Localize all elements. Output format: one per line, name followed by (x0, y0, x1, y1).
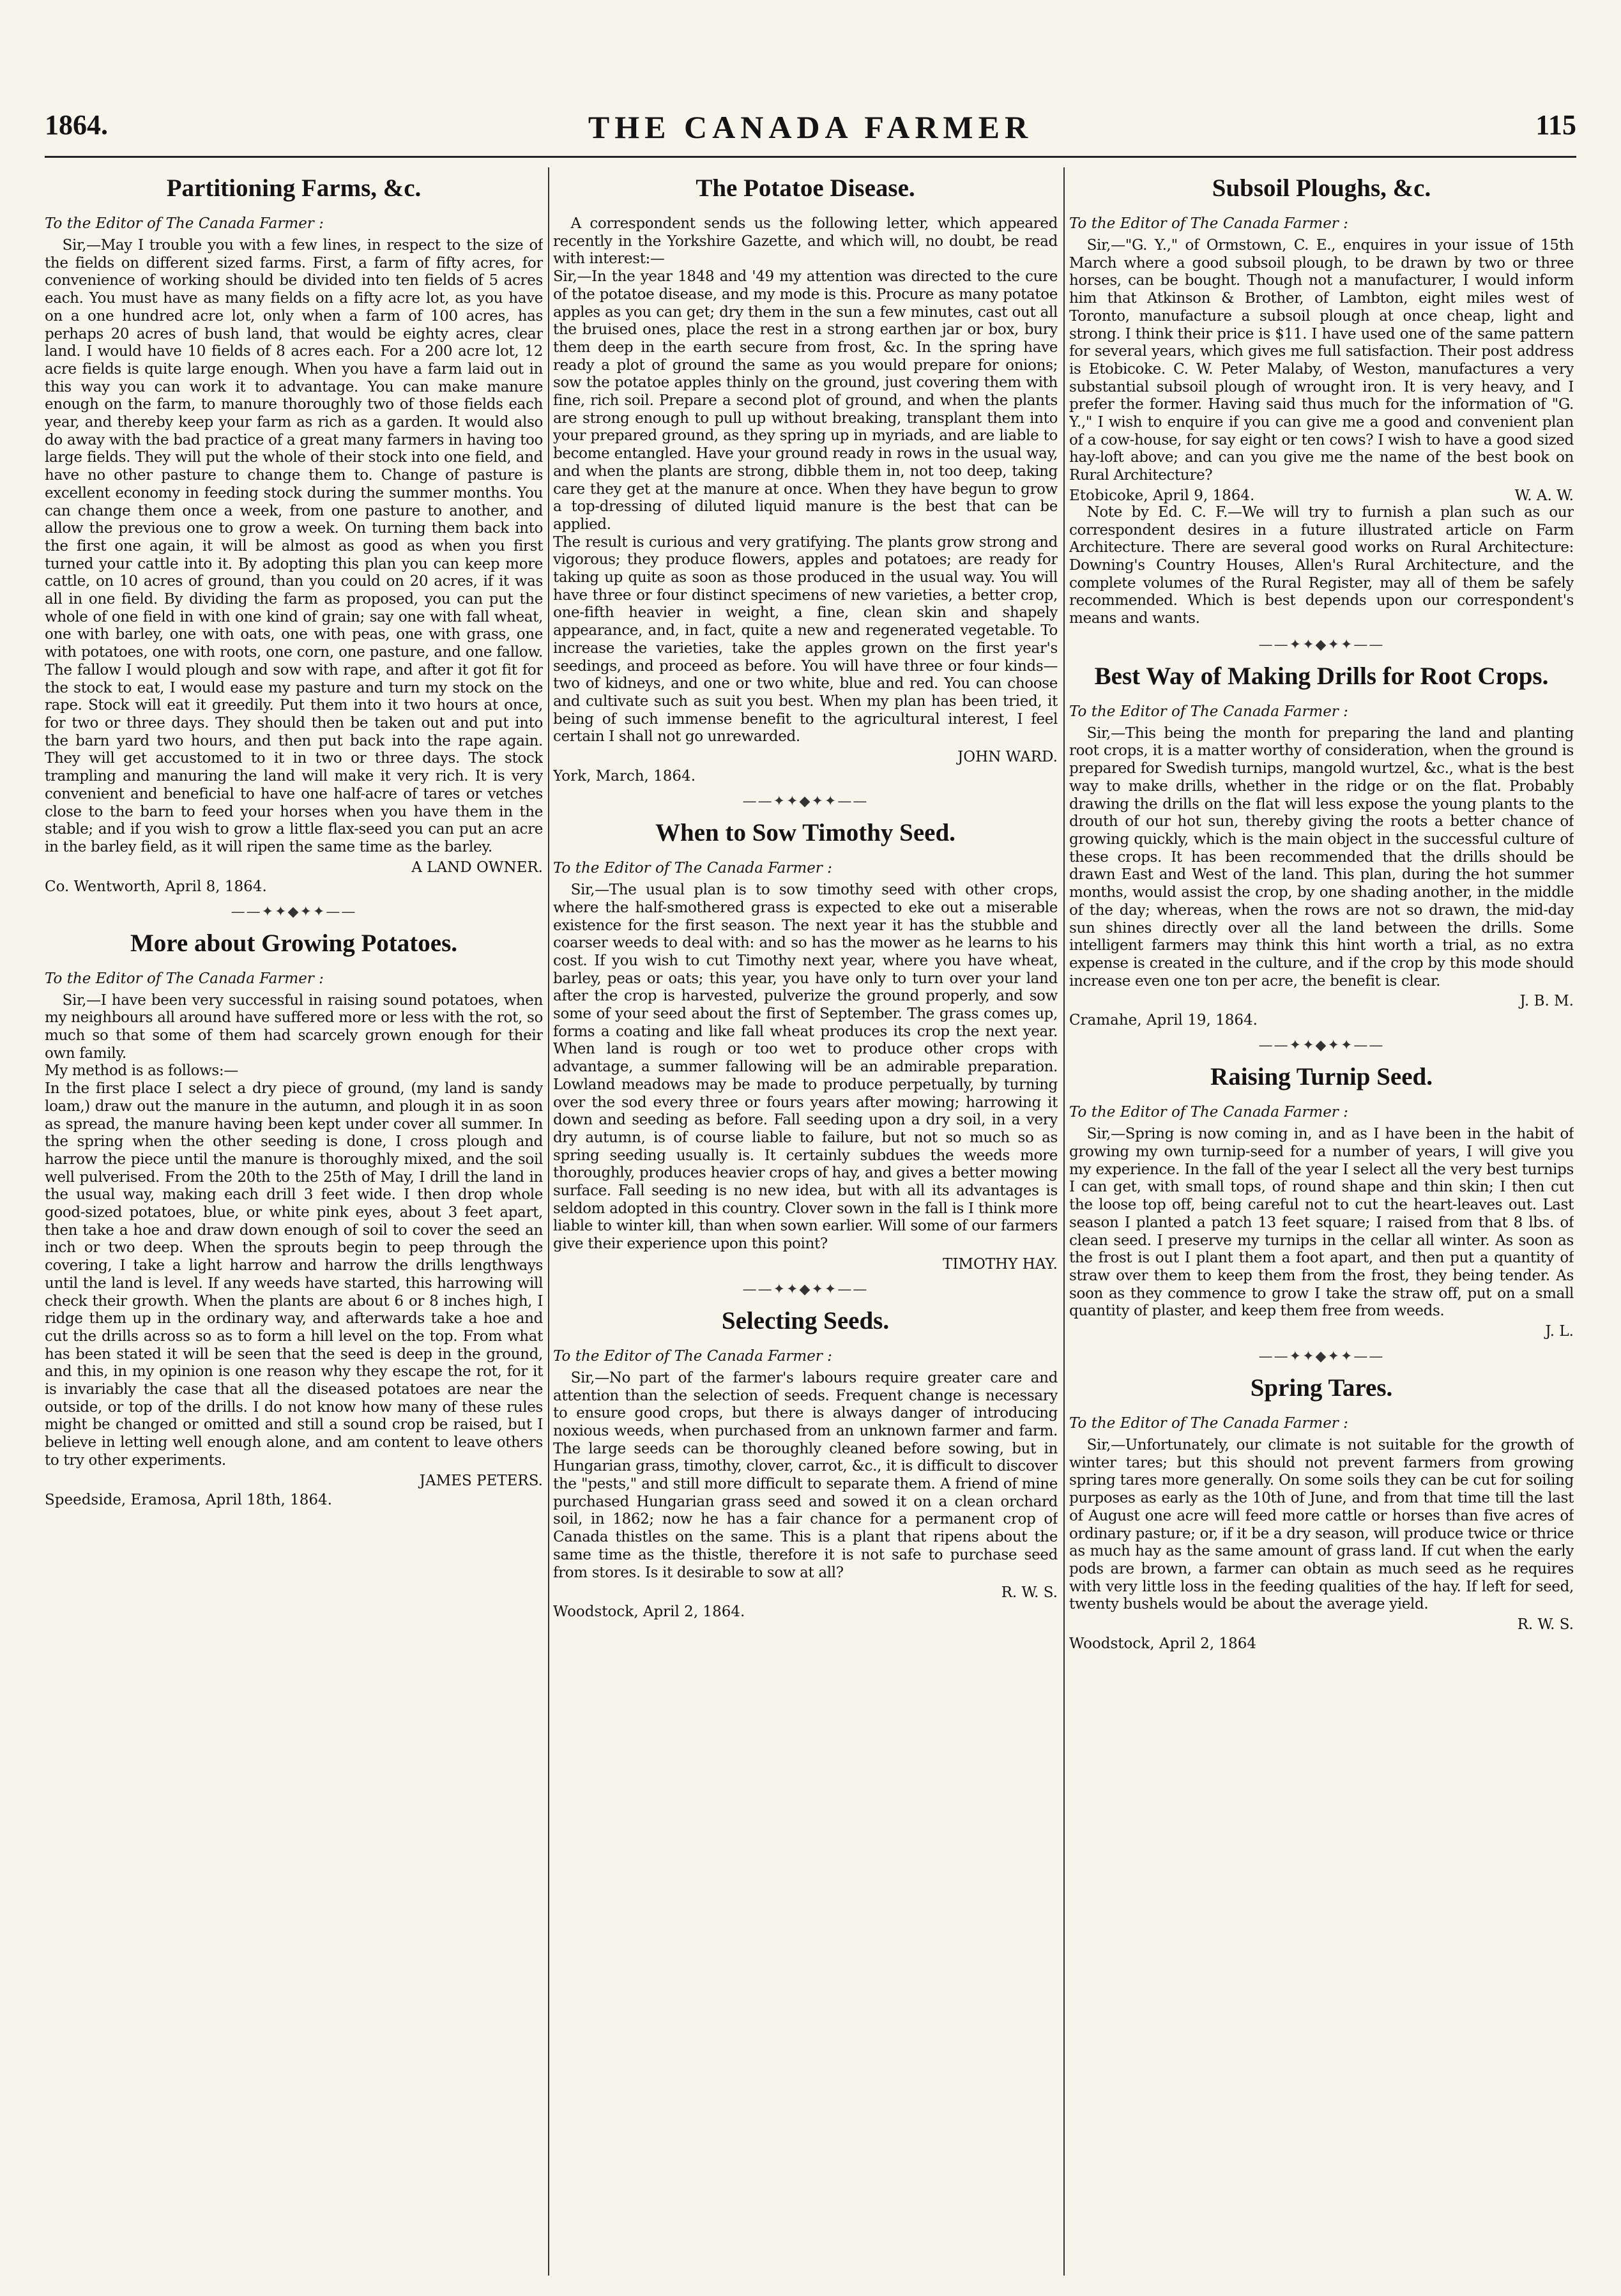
article-body: Sir,—Unfortunately, our climate is not suitable for the growth of winter tares; but this should not prevent farmers from growing spring tares more generally. On some soils they can be cut for soiling purposes as early as the 10th of June, and from that time till the last of August one acre will feed more cattle or horses than five acres of ordinary pasture; or, if it be a dry season, will produce twice or thrice as much hay as the same amount of grass land. If cut when the early pods are brown, a farmer can obtain as much seed as he requires with very little loss in the feeding qualities of the hay. If left for seed, twenty bushels would be about the average yield. (1069, 1437, 1574, 1613)
section-divider: ——✦✦◆✦✦—— (1258, 1349, 1385, 1365)
article-signoff (45, 859, 543, 876)
article-signature: R. W. S. (1517, 1616, 1574, 1634)
article-dateline: York, March, 1864. (553, 768, 696, 785)
column-1 (45, 167, 543, 2276)
article-turnip-seed (1069, 1062, 1574, 1340)
article-signoff (553, 1256, 1058, 1273)
article-signoff (553, 1584, 1058, 1601)
article-headline: Best Way of Making Drills for Root Crops. (1094, 662, 1549, 690)
article-headline: Selecting Seeds. (721, 1306, 890, 1335)
newspaper-title: THE CANADA FARMER (588, 109, 1033, 145)
article-dateline: Cramahe, April 19, 1864. (1069, 1012, 1258, 1029)
article-salutation: To the Editor of The Canada Farmer : (45, 215, 324, 232)
article-spring-tares (1069, 1374, 1574, 1652)
issue-year: 1864. (45, 109, 108, 141)
article-body: A correspondent sends us the following letter, which appeared recently in the Yorkshire Gazette, and which will, no doubt, be read with interest:— Sir,—In the year 1848 and '49 my attention was directed to the cure of the potatoe disease, and my mode is this. Procure as many potatoe apples as you can get; dry them in the sun a few minutes, cast out all the bruised ones, place the rest in a strong earthen jar or box, bury them deep in the earth secure from frost, &c. In the spring have ready a plot of ground the same as you would prepare for onions; sow the potatoe apples thinly on the ground, just covering them with fine, rich soil. Prepare a second plot of ground, and when the plants are strong enough to pull up without breaking, transplant them into your prepared ground, as they spring up in myriads, and are liable to become entangled. Have your ground ready in rows in the usual way, and when the plants are strong, dibble them in, not too deep, taking care they get at the manure at once. When they have begun to grow a top-dressing of diluted liquid manure is the best that can be applied. The result is curious and very gratifying. The plants grow strong and vigorous; they produce flowers, apples and potatoes; are ready for taking up quite as soon as those produced in the usual way. You will have three or four distinct specimens of new varieties, a better crop, one-fifth heavier in weight, a fine, clean skin and shapely appearance, and, in fact, quite a new and regenerated vegetable. To increase the varieties, take the apples grown on the first year's seedings, and proceed as before. You will have three or four kinds—two of kidneys, and one or two white, blue and red. You can choose and cultivate such as suit you best. When my plan has been tried, it being of such immense benefit to the agricultural interest, I feel certain I shall not go unrewarded. (553, 215, 1058, 746)
article-dateline-row (1069, 1012, 1574, 1029)
article-signature: JOHN WARD. (957, 749, 1058, 766)
section-divider: ——✦✦◆✦✦—— (742, 793, 869, 810)
article-body: Sir,—The usual plan is to sow timothy seed with other crops, where the half-smothered grass is expected to eke out a miserable existence for the first season. The next year it has the stubble and coarser weeds to deal with: and so has the mower as he learns to his cost. If you wish to cut Timothy next year, where you have wheat, barley, peas or oats; this year, you have only to turn over your land after the crop is harvested, pulverize the ground properly, and sow some of your seed about the first of September. The grass comes up, forms a coating and like fall wheat produces its crop the next year. When land is rough or too wet to produce other crops with advantage, a summer fallowing will be an admirable preparation. Lowland meadows may be made to produce perpetually, by turning over the sod every three or fours years after mowing; harrowing it down and seeding as before. Fall seeding upon a dry soil, in a very dry autumn, is of course liable to failure, but not so much so as spring seeding usually is. It certainly subdues the weeds more thoroughly, produces heavier crops of hay, and gives a better mowing surface. Fall seeding is no new idea, but with all its advantages is seldom adopted in this country. Clover sown in the fall is I think more liable to winter kill, than when sown earlier. Will some of our farmers give their experience upon this point? (553, 882, 1058, 1253)
article-signature: W. A. W. (1514, 487, 1574, 504)
article-salutation: To the Editor of The Canada Farmer : (553, 860, 832, 877)
article-dateline-row (45, 1492, 543, 1508)
article-dateline: Etobicoke, April 9, 1864. (1069, 487, 1255, 504)
masthead (45, 109, 1576, 153)
page-number: 115 (1535, 109, 1576, 141)
header-rule (45, 156, 1576, 158)
article-drills-root-crops (1069, 662, 1574, 1029)
article-body: Sir,—Spring is now coming in, and as I have been in the habit of growing my own turnip-seed for a number of years, I will give you my experience. In the fall of the year I select all the very best turnips I can get, with small tops, of round shape and thin skin; I then cut the loose top off, being careful not to cut the heart-leaves out. Last season I planted a patch 13 feet square; I raised from that 8 lbs. of clean seed. I preserve my turnips in the cellar all winter. As soon as the frost is out I plant them a foot apart, and then put a quantity of straw over them to keep them from the frost, they being tender. As soon as they commence to grow I take the straw off, put on a small quantity of plaster, and keep them free from weeds. (1069, 1126, 1574, 1320)
article-growing-potatoes (45, 929, 543, 1508)
article-headline: Raising Turnip Seed. (1210, 1063, 1433, 1091)
article-dateline: Woodstock, April 2, 1864. (553, 1603, 745, 1621)
article-timothy-seed (553, 818, 1058, 1273)
column-3 (1069, 167, 1574, 2276)
article-body: Sir,—No part of the farmer's labours require greater care and attention than the selection of seeds. Frequent change is necessary to ensure good crops, but there is always danger of introducing noxious weeds, when purchased from an unknown farmer and farm. The large seeds can be thoroughly cleaned before sowing, but in Hungarian grass, timothy, clover, carrot, &c., it is difficult to discover the "pests," and still more difficult to separate them. A friend of mine purchased Hungarian grass seed and sowed it on a clean orchard soil, in 1862; now he has a fair chance for a permanent crop of Canada thistles on the same. This is a plant that ripens about the same time as the thistle, therefore it is not safe to purchase seed from stores. Is it desirable to sow at all? (553, 1369, 1058, 1581)
article-salutation: To the Editor of The Canada Farmer : (1069, 1415, 1348, 1432)
article-potatoe-disease (553, 174, 1058, 784)
article-signoff (45, 1473, 543, 1489)
article-signature: TIMOTHY HAY. (943, 1255, 1058, 1273)
article-subsoil-ploughs (1069, 174, 1574, 628)
article-signature: A LAND OWNER. (411, 859, 543, 876)
article-salutation: To the Editor of The Canada Farmer : (45, 970, 324, 987)
column-rule (1063, 167, 1065, 2276)
article-headline: When to Sow Timothy Seed. (655, 819, 955, 847)
section-divider: ——✦✦◆✦✦—— (742, 1281, 869, 1297)
article-salutation: To the Editor of The Canada Farmer : (1069, 703, 1348, 720)
article-salutation: To the Editor of The Canada Farmer : (1069, 1104, 1348, 1121)
article-partitioning-farms (45, 174, 543, 895)
article-body: Sir,—May I trouble you with a few lines, in respect to the size of the fields on different sized farms. First, a farm of fifty acres, for convenience of working should be divided into ten fields of 5 acres each. You must have as many fields on a fifty acre lot, as you have on a one hundred acre lot, only when a farm of 100 acres, has perhaps 20 acres of bush land, that would be eighty acres, clear land. I would have 10 fields of 8 acres each. For a 200 acre lot, 12 acre fields is quite large enough. When you have a farm laid out in this way you can work it to advantage. You can make manure enough on the farm, to manure thoroughly two of those fields each year, and thereby keep your farm as rich as a garden. It would also do away with the bad practice of a great many farmers in having too large fields. They will put the whole of their stock into one field, and have no other pasture to change them to. Change of pasture is excellent economy in feeding stock during the summer months. You can change them once a week, from one pasture to another, and allow the previous one to grow a week. On turning them back into the first one again, it will be almost as good as when you first turned your cattle into it. By adopting this plan you can keep more cattle, on 10 acres of ground, than you could on 20 acres, if it was all in one field. By dividing the farm as proposed, you can put the whole of one field in with one kind of grain; say one with fall wheat, one with barley, one with oats, one with peas, one with grass, one with potatoes, one with roots, one corn, one pasture, and one fallow. The fallow I would plough and sow with rape, and after it got fit for the stock to eat, I would ease my pasture and turn my stock on the rape. Stock will eat it greedily. Put them into it two hours at once, for two or three days. They should then be taken out and put into the barn yard two hours, and then put back into the rape again. They will get accustomed to it in two or three days. The stock trampling and manuring the land will make it very rich. It is very convenient and beneficial to have one half-acre of tares or vetches close to the barn to feed your horses when you have them in the stable; and if you wish to grow a little flax-seed you can put an acre in the barley field, as it will ripen the same time as the barley. (45, 237, 543, 855)
article-body: Sir,—"G. Y.," of Ormstown, C. E., enquires in your issue of 15th March where a good subsoil plough, to be drawn by two or three horses, can be bought. Though not a manufacturer, I would inform him that Atkinson & Brother, of Lambton, eight miles west of Toronto, manufacture a subsoil plough at once cheap, light and strong. I think their price is $11. I have used one of the same pattern for several years, which gives me full satisfaction. Their post address is Etobicoke. C. W. Peter Malaby, of Weston, manufactures a very substantial subsoil plough of wrought iron. It is very heavy, and I prefer the former. Having said thus much for the information of "G. Y.," I wish to enquire if you can give me a good and convenient plan of a cow-house, for say eight or ten cows? I wish to have a good sized hay-loft above; and can you give me the name of the best book on Rural Architecture? (1069, 237, 1574, 484)
article-dateline-row (45, 878, 543, 895)
article-signoff (1069, 487, 1574, 504)
section-divider: ——✦✦◆✦✦—— (1258, 1037, 1385, 1054)
article-signoff (1069, 1616, 1574, 1633)
column-rule (548, 167, 549, 2276)
article-signoff (1069, 993, 1574, 1009)
article-salutation: To the Editor of The Canada Farmer : (553, 1347, 832, 1365)
article-signature: J. L. (1545, 1323, 1574, 1340)
article-dateline-row (553, 768, 1058, 784)
column-2 (553, 167, 1058, 2276)
article-headline: Spring Tares. (1250, 1374, 1393, 1402)
article-signoff (553, 749, 1058, 765)
section-divider: ——✦✦◆✦✦—— (1258, 636, 1385, 653)
article-signoff (1069, 1323, 1574, 1340)
article-signature: J. B. M. (1519, 993, 1574, 1010)
article-dateline: Speedside, Eramosa, April 18th, 1864. (45, 1491, 332, 1508)
article-body: Sir,—This being the month for preparing the land and planting root crops, it is a matter worthy of consideration, when the ground is prepared for Swedish turnips, mangold wurtzel, &c., what is the best way to make drills, whether in the ridge or on the flat. Probably drawing the drills on the flat will less expose the young plants to the drouth of our hot sun, thereby giving the roots a better chance of growing quickly, which is the main object in the successful culture of these crops. It has been recommended that the drills should be drawn East and West of the land. This plan, during the hot summer months, would assist the crop, by one shading another, in the middle of the day; whereas, when the rows are not so drawn, the mid-day sun shines directly over all the land between the drills. Some intelligent farmers may think this hint worth a trial, as no extra expense is created in the culture, and if the crop by this mode should increase even one ton per acre, the benefit is clear. (1069, 724, 1574, 990)
article-signature: JAMES PETERS. (419, 1472, 543, 1489)
article-dateline: Co. Wentworth, April 8, 1864. (45, 878, 267, 895)
article-headline: Partitioning Farms, &c. (166, 174, 422, 202)
article-signature: R. W. S. (1001, 1584, 1058, 1602)
article-dateline-row (553, 1603, 1058, 1620)
article-headline: More about Growing Potatoes. (130, 929, 457, 957)
article-selecting-seeds (553, 1306, 1058, 1620)
article-headline: The Potatoe Disease. (696, 174, 915, 202)
article-headline: Subsoil Ploughs, &c. (1212, 174, 1431, 202)
section-divider: ——✦✦◆✦✦—— (231, 903, 357, 920)
article-dateline: Woodstock, April 2, 1864 (1069, 1635, 1256, 1653)
article-salutation: To the Editor of The Canada Farmer : (1069, 215, 1348, 232)
article-body: Sir,—I have been very successful in raising sound potatoes, when my neighbours all around have suffered more or less with the rot, so much so that some of them had scarcely grown enough for their own family. My method is as follows:— In the first place I select a dry piece of ground, (my land is sandy loam,) draw out the manure in the autumn, and plough it in as soon as spread, the manure having been kept under cover all summer. In the spring when the other seeding is done, I cross plough and harrow the piece until the manure is thoroughly mixed, and the soil well pulverised. From the 20th to the 25th of May, I drill the land in the usual way, making each drill 3 feet wide. I then drop whole good-sized potatoes, blue, or white pink eyes, about 3 feet apart, then take a hoe and draw down enough of soil to cover the seed an inch or two deep. When the sprouts begin to peep through the covering, I take a light harrow and harrow the drills lengthways until the land is level. If any weeds have started, this harrowing will check their growth. When the plants are about 6 or 8 inches high, I ridge them up in the ordinary way, and afterwards take a hoe and cut the drills across so as to form a hill level on the top. From what has been stated it will be seen that the seed is deep in the ground, and this, in my opinion is one reason why they escape the rot, for it is invariably the case that all the diseased potatoes are near the outside, or top of the drills. I do not know how many of these rules might be changed or omitted and still a sound crop be raised, but I believe in letting well enough alone, and am content to leave others to try other experiments. (45, 991, 543, 1469)
article-dateline-row (1069, 1635, 1574, 1652)
editor-note: Note by Ed. C. F.—We will try to furnish a plan such as our correspondent desires in a future illustrated article on Farm Architecture. There are several good works on Rural Architecture: Downing's Country Houses, Allen's Rural Architecture, and the complete volumes of the Rural Register, may all of them be safely recommended. Which is best depends upon our correspondent's means and wants. (1069, 503, 1574, 627)
